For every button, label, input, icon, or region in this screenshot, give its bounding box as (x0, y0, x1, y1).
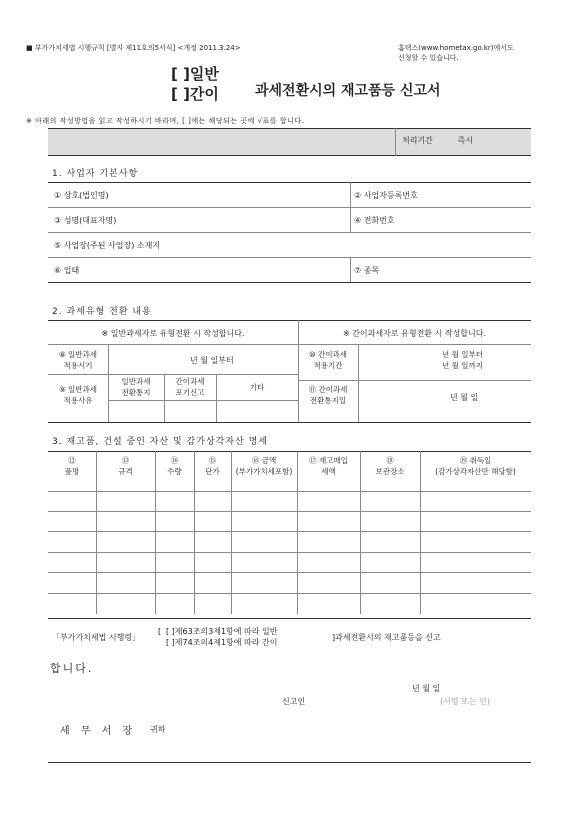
column-header-15: ⑮ 단가 (205, 456, 220, 476)
processing-label: 처리기간 (402, 136, 433, 145)
table-row[interactable] (48, 594, 531, 615)
simple-type-checkbox[interactable]: [ ]간이 (171, 85, 219, 103)
instruction-note: ※ 아래의 작성방법을 읽고 작성하시기 바라며, [ ]에는 해당되는 곳에 √표를 합니다. (26, 117, 305, 125)
law-reference: 「부가가치세법 시행령」 (52, 633, 141, 642)
recipient-title: 세 무 서 장 (60, 726, 137, 737)
reason-option-waiver[interactable]: 간이과세 포기신고 (175, 377, 205, 397)
field-10-label: ⑩ 간이과세 적용기간 (308, 350, 348, 370)
simple-conversion-header: ※ 간이과세자로 유형전환 시 작성합니다. (342, 329, 487, 338)
table-row[interactable] (48, 491, 531, 512)
hometax-note (398, 43, 558, 63)
table-row[interactable] (48, 512, 531, 533)
column-header-12: ⑫ 품명 (64, 456, 80, 476)
form-type-options (171, 64, 219, 104)
field-11-date[interactable]: 년 월 일 (450, 393, 479, 402)
field-business-name[interactable]: ① 상호(법인명) (54, 191, 109, 200)
declaration-text: ]과세전환시의 재고품등을 신고 (332, 633, 441, 642)
hometax-line-1: 홈택스(www.hometax.go.kr)에서도 (398, 44, 514, 52)
column-header-14: ⑭ 수량 (167, 456, 182, 476)
processing-value: 즉시 (457, 136, 473, 145)
reason-option-other[interactable]: 기타 (249, 383, 265, 392)
report-date[interactable]: 년 월 일 (412, 684, 441, 693)
table-row[interactable] (48, 553, 531, 574)
column-header-13: ⑬ 규격 (118, 456, 133, 476)
table-row[interactable] (48, 532, 531, 553)
reporter-label: 신고인 (282, 697, 306, 706)
field-business-type[interactable]: ⑥ 업태 (54, 266, 80, 275)
form-title: 과세전환시의 재고품등 신고서 (255, 83, 441, 99)
reason-option-general[interactable]: 일반과세 전환통지 (121, 377, 151, 397)
field-9-label: ⑨ 일반과세 적용사유 (58, 385, 98, 405)
field-10-period[interactable]: 년 월 일부터 년 월 일까지 (442, 350, 483, 370)
legal-basis-options: [ [ ]제63조의3제1항에 따라 일반 [ ]제74조의4제1항에 따라 간이 (158, 627, 278, 647)
general-conversion-header: ※ 일반과세자로 유형전환 시 작성합니다. (101, 329, 245, 338)
processing-period (395, 128, 531, 156)
hometax-line-2: 신청할 수 있습니다. (398, 54, 459, 62)
section-1-heading: 1. 사업자 기본사항 (52, 169, 139, 179)
field-business-item[interactable]: ⑦ 종목 (354, 266, 380, 275)
recipient-suffix: 귀하 (150, 725, 166, 734)
column-header-19: ⑲ 취득일 (감가상각자산만 해당함) (435, 456, 516, 476)
general-type-checkbox[interactable]: [ ]일반 (171, 65, 219, 83)
field-business-address[interactable]: ⑤ 사업장(주된 사업장) 소재지 (54, 241, 161, 250)
field-8-label: ⑧ 일반과세 적용시기 (58, 350, 98, 370)
section-2-heading: 2. 과세유형 전환 내용 (52, 307, 152, 317)
regulation-text: ■ 부가가치세법 시행규칙 [별지 제11호의5서식] <개정 2011.3.24> (26, 44, 241, 52)
section-3-heading: 3. 재고품, 건설 중인 자산 및 감가상각자산 명세 (52, 437, 268, 447)
column-header-17: ⑰ 재고매입 세액 (309, 456, 348, 476)
signature-field[interactable]: (서명 또는 인) (440, 697, 490, 706)
column-header-18: ⑱ 보관장소 (375, 456, 405, 476)
legal-basis-general[interactable]: [ ]제63조의3제1항에 따라 일반 (166, 627, 278, 636)
field-8-date[interactable]: 년 월 일부터 (190, 356, 234, 365)
table-row[interactable] (48, 573, 531, 594)
legal-basis-simple[interactable]: [ ]제74조의4제1항에 따라 간이 (166, 638, 278, 647)
declaration-end: 합니다. (50, 662, 94, 675)
column-header-16: ⑯ 금액 (부가가치세포함) (235, 456, 293, 476)
field-11-label: ⑪ 간이과세 전환통지일 (308, 385, 348, 405)
field-representative-name[interactable]: ③ 성명(대표자명) (54, 216, 117, 225)
field-phone[interactable]: ④ 전화번호 (354, 216, 395, 225)
field-business-reg-number[interactable]: ② 사업자등록번호 (354, 191, 418, 200)
